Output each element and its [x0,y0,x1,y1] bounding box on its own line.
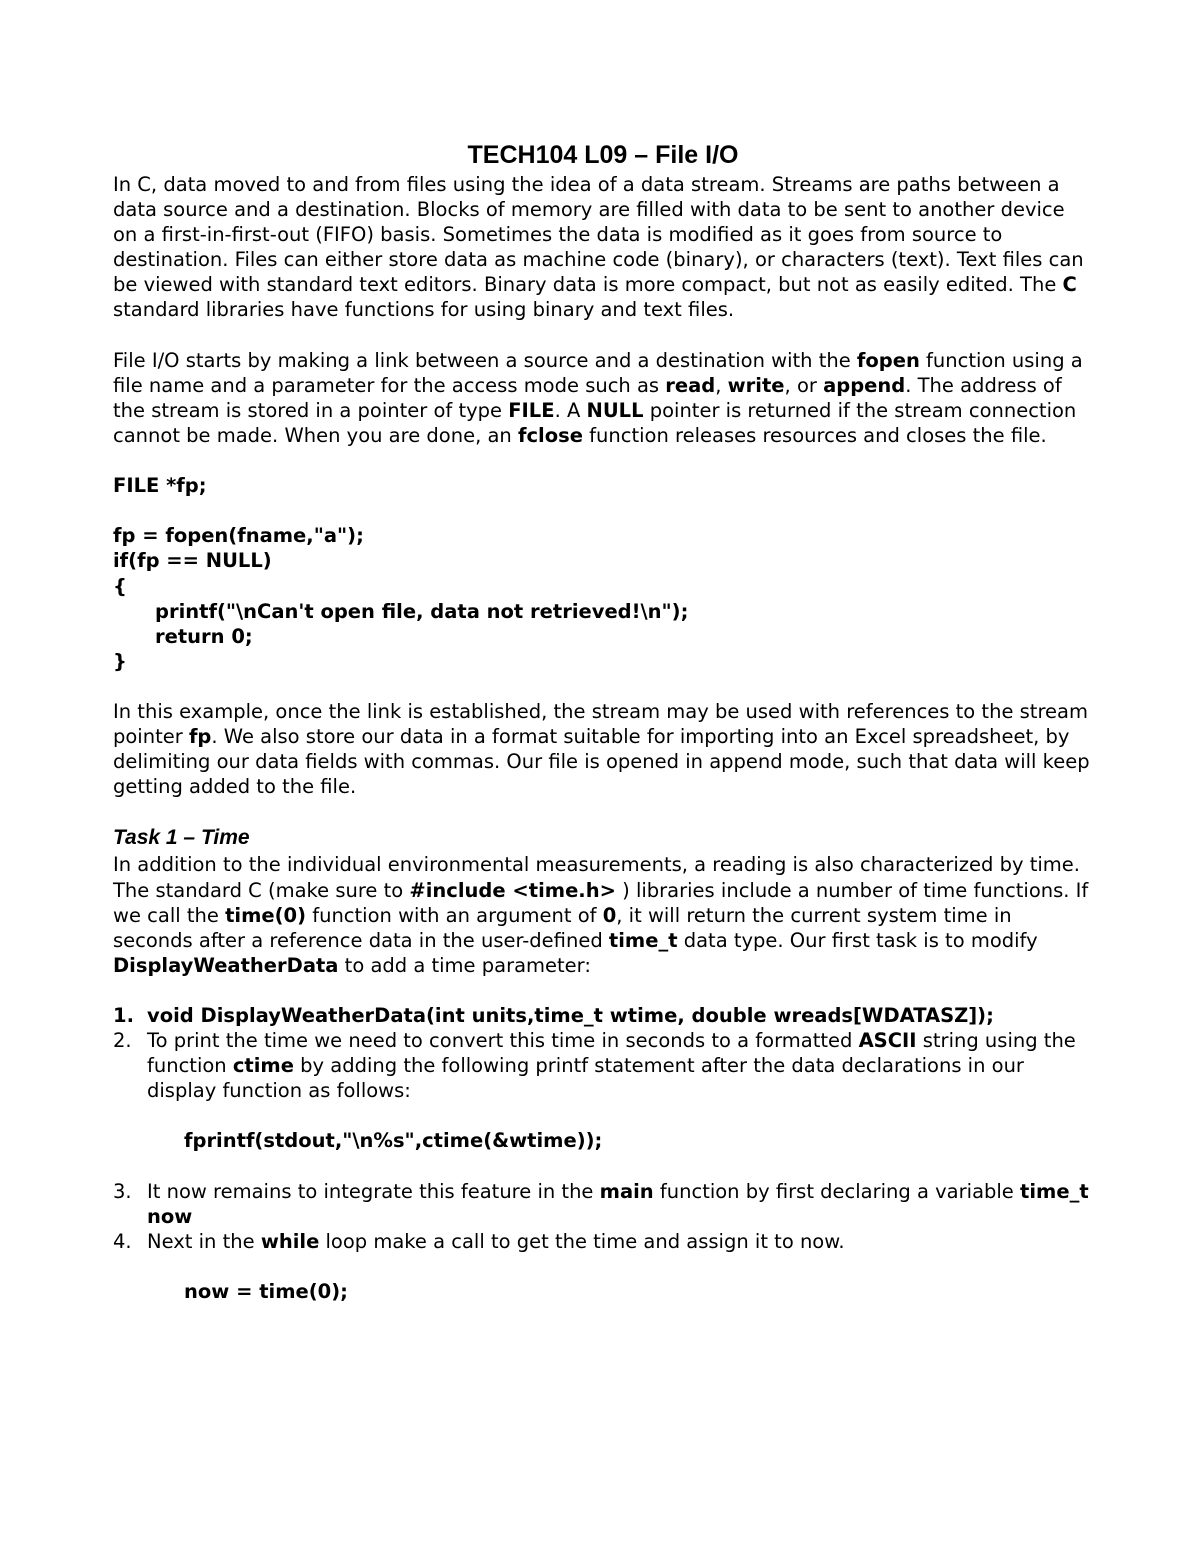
step-2-text-3: by adding the following printf statement after the data declarations in our display function as follows: [147,1054,1024,1103]
fopen-text-2: function using a file name and a parameter for the access mode such as [113,348,1083,397]
display-weather-data-keyword: DisplayWeatherData [113,953,339,977]
step-4-text-2: loop make a call to get the time and assign it to now. [319,1229,845,1253]
include-keyword: #include <time.h> [409,878,616,902]
step-2 [113,1028,1093,1103]
code-line-5: printf("\nCan't open file, data not retrieved!\n"); [155,599,689,623]
code-block [113,473,1093,674]
task1-text-2: ) libraries include a number of time functions. If we call the [113,878,1089,927]
example-text-2: . We also store our data in a format suitable for importing into an Excel spreadsheet, by delimiting our data fields with commas. Our file is opened in append mode, such that data will keep getting added to the file. [113,725,1090,799]
step-3-text-2: function by first declaring a variable [653,1179,1021,1203]
ascii-keyword: ASCII [858,1029,917,1053]
fopen-text-8: function releases resources and closes the file. [582,423,1047,447]
fopen-paragraph [113,348,1093,448]
task1-steps-continued [113,1179,1093,1254]
step-4-number: 4. [113,1229,132,1253]
step-2-text-2: string using the function [147,1029,1076,1078]
code-line-6: return 0; [155,624,253,648]
task1-heading: Task 1 – Time [113,826,250,850]
task1-paragraph [113,852,1093,977]
step-2-number: 2. [113,1029,132,1053]
step-4-text-1: Next in the [147,1229,261,1253]
task1-steps [113,1003,1093,1103]
intro-paragraph [113,172,1093,323]
fopen-text-1: File I/O starts by making a link between a source and a destination with the [113,348,857,372]
fclose-keyword: fclose [517,423,583,447]
task1-text-5: data type. Our first task is to modify [677,928,1038,952]
task1-text-6: to add a time parameter: [338,953,591,977]
document-page [113,138,1093,1304]
main-keyword: main [599,1179,654,1203]
step-1 [113,1003,1093,1028]
task1-text-4: , it will return the current system time in seconds after a reference data in the user-defined [113,903,1012,952]
task1-text-1: In addition to the individual environmental measurements, a reading is also characterized by time. The standard C (make sure to [113,853,1080,902]
time-t-now-keyword: time_t now [147,1179,1089,1228]
step-2-text-1: To print the time we need to convert this time in seconds to a formatted [147,1029,859,1053]
code-line-7: } [113,649,127,673]
append-keyword: append [823,373,906,397]
example-text-1: In this example, once the link is established, the stream may be used with references to the stream pointer [113,699,1088,749]
time0-keyword: time(0) [225,903,307,927]
step-3-number: 3. [113,1179,132,1203]
step-4 [113,1229,1093,1254]
fopen-text-5: . The address of the stream is stored in a pointer of type [113,373,1062,422]
step-3 [113,1179,1093,1229]
fopen-text-4: , or [784,373,824,397]
ctime-keyword: ctime [232,1054,294,1078]
write-keyword: write [727,373,785,397]
example-paragraph [113,699,1093,799]
intro-c-keyword: C [1062,273,1077,297]
time-t-keyword: time_t [608,928,678,952]
step-1-code: void DisplayWeatherData(int units,time_t wtime, double wreads[WDATASZ]); [147,1004,994,1027]
read-keyword: read [665,373,716,397]
while-keyword: while [260,1229,320,1253]
code-line-2: fp = fopen(fname,"a"); [113,524,364,548]
step-4-code: now = time(0); [184,1280,348,1304]
fopen-text-7: pointer is returned if the stream connection cannot be made. When you are done, an [113,398,1077,447]
step-3-text-1: It now remains to integrate this feature in the [147,1179,600,1203]
step-1-number: 1. [113,1004,134,1027]
intro-text-end: standard libraries have functions for using binary and text files. [113,298,735,322]
code-line-1: FILE *fp; [113,474,207,498]
document-title: TECH104 L09 – File I/O [467,141,739,169]
file-keyword: FILE [508,398,555,422]
fopen-text-6: . A [554,398,587,422]
fp-keyword: fp [188,725,212,749]
fopen-text-3: , [715,373,728,397]
null-keyword: NULL [586,398,644,422]
zero-keyword: 0 [602,903,617,927]
code-line-3: if(fp == NULL) [113,549,272,573]
task1-text-3: function with an argument of [306,903,603,927]
fopen-keyword: fopen [856,348,920,372]
code-line-4: { [113,574,127,598]
step-2-code: fprintf(stdout,"\n%s",ctime(&wtime)); [184,1129,603,1153]
intro-text: In C, data moved to and from files using the idea of a data stream. Streams are paths between a data source and a destination. Blocks of memory are filled with data to be sent to another device on a first-in-first-out (FIFO) basis. Sometimes the data is modified as it goes from source to destination. Files can either store data as machine code (binary), or characters (text). Text files can be viewed with standard text editors. Binary data is more compact, but not as easily edited. The [113,173,1084,297]
